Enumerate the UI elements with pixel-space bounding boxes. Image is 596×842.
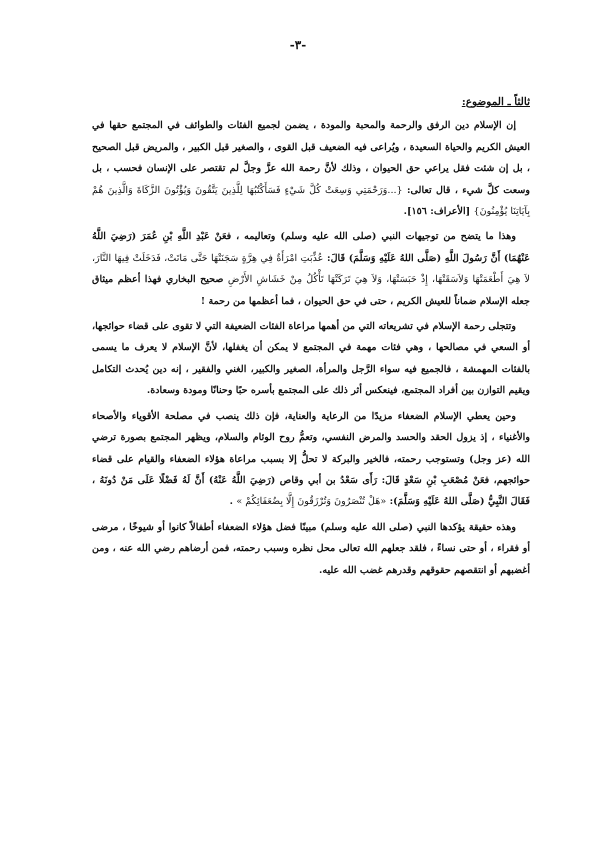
paragraph-4 — [92, 406, 530, 513]
verse-reference: [الأعراف: ١٥٦]. — [403, 206, 471, 218]
paragraph-5 — [92, 517, 530, 581]
paragraph-5-text: وهذه حقيقة يؤكدها النبي (صلى الله عليه وسلم) مبينًا فضل هؤلاء الضعفاء أطفالاً كانوا أو شيوخًا ، مرضى أو فقراء ، أو حتى نساءً ، فلقد جعلهم الله تعالى محل نظره وسبب رحمته، فمن أرضاهم رضي الله عنه ، ومن أغضبهم أو انتقصهم حقوقهم وقدرهم غضب الله عليه. — [92, 521, 530, 576]
document-body — [92, 92, 530, 585]
quran-verse: {...وَرَحْمَتِي وَسِعَتْ كُلَّ شَيْءٍ فَسَأَكْتُبُهَا لِلَّذِينَ يَتَّقُونَ وَيُؤْتُونَ الزَّكَاةَ وَالَّذِينَ هُمْ بِآيَاتِنَا يُؤْمِنُونَ} — [92, 184, 530, 218]
paragraph-2 — [92, 226, 530, 312]
page-number: -٣- — [289, 38, 307, 52]
hadith-quote: عُذِّبَتِ امْرَأَةٌ فِي هِرَّةٍ سَجَنَتْهَا حَتَّى مَاتَتْ، فَدَخَلَتْ فِيهَا النَّارَ، لاَ هِيَ أَطْعَمَتْهَا وَلاَسَقَتْهَا، إِذْ حَبَسَتْهَا، وَلاَ هِيَ تَرَكَتْهَا تَأْكُلُ مِنْ خَشَاشِ الأَرْضِ — [92, 252, 530, 286]
paragraph-3 — [92, 316, 530, 402]
hadith-quote-2: «هَلْ تُنْصَرُونَ وَتُرْزَقُونَ إِلَّا بِضُعَفَائِكُمْ » — [236, 496, 387, 508]
section-heading: ثالثاً ـ الموضوع: — [461, 96, 530, 108]
paragraph-1-text: إن الإسلام دين الرفق والرحمة والمحبة والمودة ، يضمن لجميع الفئات والطوائف في المجتمع حقها في العيش الكريم والحياة السعيدة ، ويُراعى فيه الضعيف قبل القوى ، والصغير قبل الكبير ، والمريض قبل الصحيح ، بل إن شئت فقل يراعي حق الحيوان ، وذلك لأنَّ رحمة الله عزَّ وجلَّ لم تقتصر على الإنسان فحسب ، بل وسعت كلَّ شيء ، قال تعالى: — [92, 120, 530, 196]
paragraph-3-text: وتتجلى رحمة الإسلام في تشريعاته التي من أهمها مراعاة الفئات الضعيفة التي لا تقوى على قضاء حوائجها، أو السعي في مصالحها ، وهي فئات مهمة في المجتمع لا يمكن أن يغفلها، لأنَّ الإسلام لا يعرف ما يسمى بالفئات المهمشة ، فالجميع فيه سواء الرَّجل والمرأة، الصغير والكبير، الغني والفقير ، إنه دين يُحدث التكامل ويقيم التوازن بين أفراد المجتمع، فينعكس أثر ذلك على المجتمع بأسره حبًا وحنانًا ومودة وسعادة. — [92, 321, 530, 397]
paragraph-4-text: وحين يعطي الإسلام الضعفاء مزيدًا من الرعاية والعناية، فإن ذلك ينصب في مصلحة الأقوياء والأصحاء والأغنياء ، إذ يزول الحقد والحسد والمرض النفسي، وتعمُّ روح الوئام والسلام، ويظهر المجتمع بصورة ترضي الله (عز وجل) وتستوجب رحمته، فالخير والبركة لا تحلُّ إلا بسبب مراعاة هؤلاء الضعفاء والقيام على قضاء حوائجهم، فعَنْ مُصْعَبِ بْنِ سَعْدٍ قَالَ: رَأَى سَعْدُ بن أبي وقاص (رَضِيَ اللَّهُ عَنْهُ) أَنَّ لَهُ فَضْلًا عَلَى مَنْ دُونَهُ ، فَقَالَ النَّبِيُّ (صَلَّى اللهُ عَلَيْهِ وَسَلَّمَ): — [92, 410, 530, 508]
paragraph-4-tail: . — [229, 496, 233, 508]
paragraph-2-tail: صحيح البخاري فهذا أعظم ميثاق جعله الإسلام ضماناً للعيش الكريم ، حتى في حق الحيوان ، فما أعظمها من رحمة ! — [92, 274, 530, 307]
paragraph-1 — [92, 115, 530, 222]
paragraph-2-text: وهذا ما يتضح من توجيهات النبي (صلى الله عليه وسلم) وتعاليمه ، فعَنْ عَبْدِ اللَّهِ بْنِ عُمَرَ (رَضِيَ اللَّهُ عَنْهُمَا) أَنَّ رَسُولَ اللَّهِ (صَلَّى اللهُ عَلَيْهِ وَسَلَّمَ) قَالَ: — [92, 231, 530, 264]
